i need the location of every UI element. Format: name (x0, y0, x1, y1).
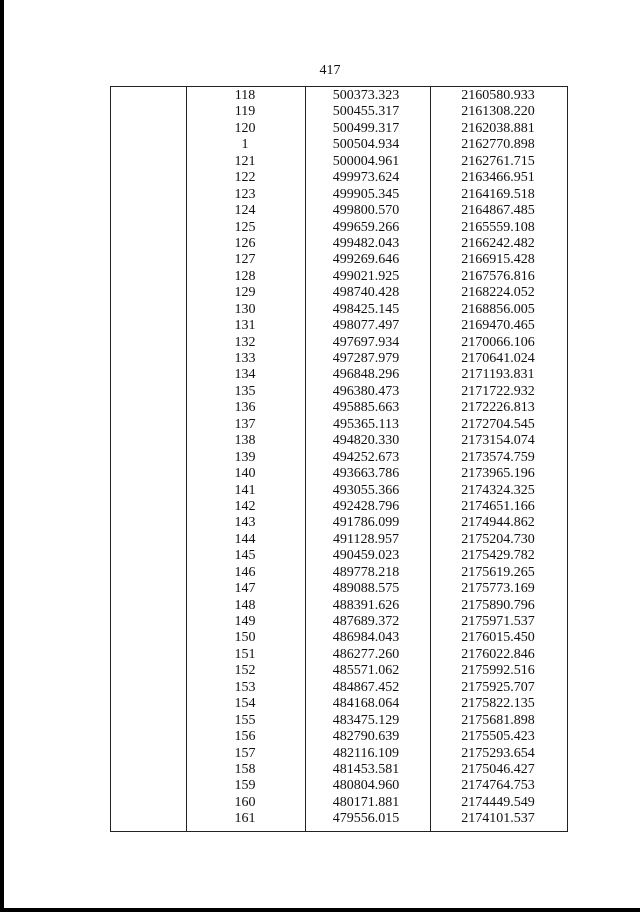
table-row (0, 335, 640, 351)
table-row (0, 154, 640, 170)
x-coordinate-cell: 485571.062 (332, 663, 400, 679)
point-number-cell: 142 (234, 498, 256, 514)
x-coordinate-cell: 483475.129 (332, 712, 400, 728)
point-number-cell: 147 (234, 581, 256, 597)
table-row (0, 367, 640, 383)
point-number-cell: 141 (234, 482, 256, 498)
y-coordinate-cell: 2162770.898 (461, 137, 535, 153)
x-coordinate-cell: 500455.317 (332, 104, 400, 120)
x-coordinate-cell: 491786.099 (332, 515, 400, 531)
x-coordinate-cell: 495885.663 (332, 400, 400, 416)
y-coordinate-cell: 2175992.516 (461, 663, 535, 679)
point-number-cell: 131 (234, 318, 256, 334)
y-coordinate-cell: 2176022.846 (461, 646, 535, 662)
y-coordinate-cell: 2175204.730 (461, 531, 535, 547)
x-coordinate-cell: 489088.575 (332, 581, 400, 597)
table-row (0, 187, 640, 203)
y-coordinate-cell: 2175773.169 (461, 581, 535, 597)
x-coordinate-cell: 479556.015 (332, 811, 400, 827)
point-number-cell: 120 (234, 120, 256, 136)
point-number-cell: 139 (234, 449, 256, 465)
y-coordinate-cell: 2160580.933 (461, 88, 535, 103)
x-coordinate-cell: 480171.881 (332, 794, 400, 810)
y-coordinate-cell: 2174764.753 (461, 778, 535, 794)
y-coordinate-cell: 2174324.325 (461, 482, 535, 498)
table-row (0, 384, 640, 400)
x-coordinate-cell: 480804.960 (332, 778, 400, 794)
y-coordinate-cell: 2175429.782 (461, 548, 535, 564)
point-number-cell: 118 (234, 88, 256, 103)
y-coordinate-cell: 2163466.951 (461, 170, 535, 186)
x-coordinate-cell: 498425.145 (332, 301, 400, 317)
point-number-cell: 119 (234, 104, 256, 120)
table-row (0, 433, 640, 449)
y-coordinate-cell: 2166242.482 (461, 235, 535, 251)
point-number-cell: 130 (234, 301, 256, 317)
y-coordinate-cell: 2172704.545 (461, 416, 535, 432)
y-coordinate-cell: 2175971.537 (461, 614, 535, 629)
point-number-cell: 157 (234, 745, 256, 761)
table-row (0, 598, 640, 614)
y-coordinate-cell: 2175619.265 (461, 564, 535, 580)
y-coordinate-cell: 2173154.074 (461, 433, 535, 449)
x-coordinate-cell: 499021.925 (332, 268, 400, 284)
scan-edge-bottom (0, 908, 640, 912)
point-number-cell: 154 (234, 696, 256, 712)
point-number-cell: 143 (234, 515, 256, 531)
point-number-cell: 153 (234, 679, 256, 695)
x-coordinate-cell: 481453.581 (332, 761, 400, 777)
point-number-cell: 146 (234, 564, 256, 580)
point-number-cell: 126 (234, 235, 256, 251)
table-row (0, 499, 640, 515)
x-coordinate-cell: 496848.296 (332, 367, 400, 383)
y-coordinate-cell: 2165559.108 (461, 219, 535, 235)
point-number-cell: 129 (234, 285, 256, 301)
point-number-cell: 125 (234, 219, 256, 235)
y-coordinate-cell: 2175890.796 (461, 597, 535, 613)
point-number-cell: 160 (234, 794, 256, 810)
y-coordinate-cell: 2162038.881 (461, 120, 535, 136)
point-number-cell: 124 (234, 203, 256, 219)
point-number-cell: 140 (234, 466, 256, 482)
y-coordinate-cell: 2164867.485 (461, 203, 535, 219)
x-coordinate-cell: 487689.372 (332, 614, 400, 629)
table-row (0, 762, 640, 778)
x-coordinate-cell: 500504.934 (332, 137, 400, 153)
point-number-cell: 133 (234, 351, 256, 366)
y-coordinate-cell: 2175046.427 (461, 761, 535, 777)
x-coordinate-cell: 489778.218 (332, 564, 400, 580)
x-coordinate-cell: 493663.786 (332, 466, 400, 482)
point-number-cell: 150 (234, 630, 256, 646)
x-coordinate-cell: 497697.934 (332, 334, 400, 350)
table-row (0, 170, 640, 186)
table-row (0, 417, 640, 433)
point-number-cell: 149 (234, 614, 256, 629)
table-row (0, 318, 640, 334)
x-coordinate-cell: 484867.452 (332, 679, 400, 695)
table-row (0, 663, 640, 679)
x-coordinate-cell: 500004.961 (332, 153, 400, 169)
point-number-cell: 134 (234, 367, 256, 383)
table-row (0, 483, 640, 499)
table-row (0, 565, 640, 581)
table-row (0, 746, 640, 762)
point-number-cell: 135 (234, 383, 256, 399)
table-row (0, 466, 640, 482)
x-coordinate-cell: 499659.266 (332, 219, 400, 235)
table-row (0, 581, 640, 597)
point-number-cell: 121 (234, 153, 256, 169)
x-coordinate-cell: 494820.330 (332, 433, 400, 449)
table-row (0, 713, 640, 729)
y-coordinate-cell: 2166915.428 (461, 252, 535, 268)
table-row (0, 532, 640, 548)
x-coordinate-cell: 488391.626 (332, 597, 400, 613)
point-number-cell: 127 (234, 252, 256, 268)
table-row (0, 203, 640, 219)
point-number-cell: 122 (234, 170, 256, 186)
point-number-cell: 148 (234, 597, 256, 613)
page-number: 417 (319, 63, 341, 78)
table-row (0, 647, 640, 663)
x-coordinate-cell: 486984.043 (332, 630, 400, 646)
x-coordinate-cell: 484168.064 (332, 696, 400, 712)
y-coordinate-cell: 2170066.106 (461, 334, 535, 350)
point-number-cell: 123 (234, 186, 256, 202)
y-coordinate-cell: 2175293.654 (461, 745, 535, 761)
table-row (0, 269, 640, 285)
table-row (0, 729, 640, 745)
point-number-cell: 128 (234, 268, 256, 284)
y-coordinate-cell: 2171722.932 (461, 383, 535, 399)
table-row (0, 778, 640, 794)
x-coordinate-cell: 499905.345 (332, 186, 400, 202)
x-coordinate-cell: 500373.323 (332, 88, 400, 103)
x-coordinate-cell: 499800.570 (332, 203, 400, 219)
y-coordinate-cell: 2174449.549 (461, 794, 535, 810)
point-number-cell: 132 (234, 334, 256, 350)
table-row (0, 630, 640, 646)
y-coordinate-cell: 2164169.518 (461, 186, 535, 202)
x-coordinate-cell: 486277.260 (332, 646, 400, 662)
x-coordinate-cell: 500499.317 (332, 120, 400, 136)
table-row (0, 220, 640, 236)
point-number-cell: 158 (234, 761, 256, 777)
y-coordinate-cell: 2175822.135 (461, 696, 535, 712)
x-coordinate-cell: 482116.109 (333, 745, 399, 761)
y-coordinate-cell: 2175681.898 (461, 712, 535, 728)
y-coordinate-cell: 2175505.423 (461, 729, 535, 745)
table-row (0, 795, 640, 811)
point-number-cell: 138 (234, 433, 256, 449)
point-number-cell: 155 (234, 712, 256, 728)
x-coordinate-cell: 496380.473 (332, 383, 400, 399)
table-row (0, 104, 640, 120)
table-row (0, 351, 640, 367)
y-coordinate-cell: 2175925.707 (461, 679, 535, 695)
table-body (0, 88, 640, 828)
y-coordinate-cell: 2172226.813 (461, 400, 535, 416)
point-number-cell: 144 (234, 531, 256, 547)
table-row (0, 614, 640, 630)
point-number-cell: 161 (234, 811, 256, 827)
y-coordinate-cell: 2161308.220 (461, 104, 535, 120)
x-coordinate-cell: 497287.979 (332, 351, 400, 366)
table-row (0, 548, 640, 564)
y-coordinate-cell: 2174944.862 (461, 515, 535, 531)
table-row (0, 88, 640, 104)
y-coordinate-cell: 2173965.196 (461, 466, 535, 482)
x-coordinate-cell: 492428.796 (332, 498, 400, 514)
y-coordinate-cell: 2171193.831 (461, 367, 535, 383)
x-coordinate-cell: 494252.673 (332, 449, 400, 465)
x-coordinate-cell: 498740.428 (332, 285, 400, 301)
y-coordinate-cell: 2162761.715 (461, 153, 535, 169)
y-coordinate-cell: 2168856.005 (461, 301, 535, 317)
table-row (0, 680, 640, 696)
x-coordinate-cell: 499269.646 (332, 252, 400, 268)
point-number-cell: 151 (234, 646, 256, 662)
y-coordinate-cell: 2167576.816 (461, 268, 535, 284)
point-number-cell: 1 (241, 137, 249, 153)
point-number-cell: 152 (234, 663, 256, 679)
table-row (0, 696, 640, 712)
point-number-cell: 137 (234, 416, 256, 432)
table-row (0, 450, 640, 466)
table-row (0, 252, 640, 268)
x-coordinate-cell: 495365.113 (333, 416, 399, 432)
y-coordinate-cell: 2169470.465 (461, 318, 535, 334)
table-row (0, 137, 640, 153)
x-coordinate-cell: 491128.957 (333, 531, 399, 547)
y-coordinate-cell: 2170641.024 (461, 351, 535, 366)
y-coordinate-cell: 2168224.052 (461, 285, 535, 301)
table-row (0, 285, 640, 301)
x-coordinate-cell: 493055.366 (332, 482, 400, 498)
table-row (0, 302, 640, 318)
x-coordinate-cell: 498077.497 (332, 318, 400, 334)
table-row (0, 236, 640, 252)
table-row (0, 400, 640, 416)
table-row (0, 121, 640, 137)
x-coordinate-cell: 499973.624 (332, 170, 400, 186)
point-number-cell: 159 (234, 778, 256, 794)
x-coordinate-cell: 499482.043 (332, 235, 400, 251)
y-coordinate-cell: 2176015.450 (461, 630, 535, 646)
point-number-cell: 136 (234, 400, 256, 416)
table-row (0, 811, 640, 827)
y-coordinate-cell: 2174651.166 (461, 498, 535, 514)
x-coordinate-cell: 490459.023 (332, 548, 400, 564)
x-coordinate-cell: 482790.639 (332, 729, 400, 745)
y-coordinate-cell: 2173574.759 (461, 449, 535, 465)
y-coordinate-cell: 2174101.537 (461, 811, 535, 827)
point-number-cell: 156 (234, 729, 256, 745)
table-row (0, 515, 640, 531)
point-number-cell: 145 (234, 548, 256, 564)
